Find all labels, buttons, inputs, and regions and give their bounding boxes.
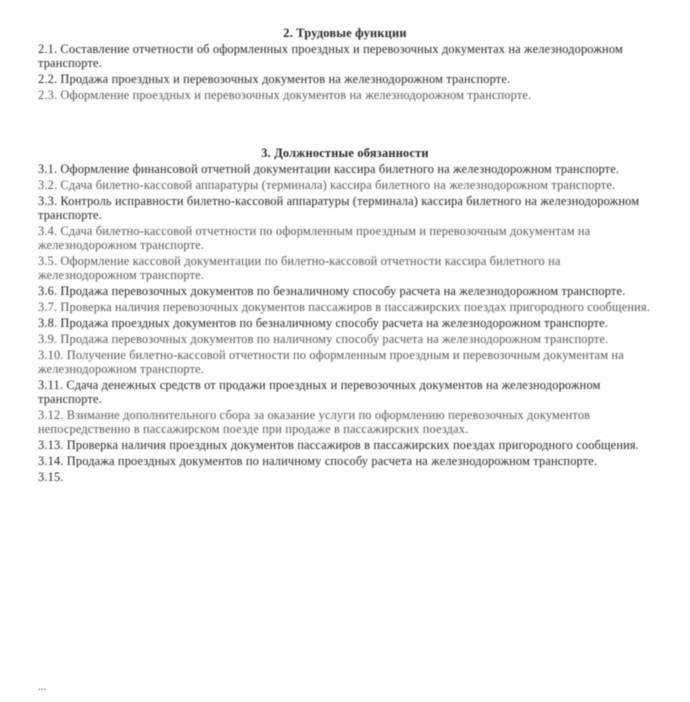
list-item: 3.9. Продажа перевозочных документов по наличному способу расчета на железнодорожном транспорте. (38, 332, 609, 346)
list-item: 3.1. Оформление финансовой отчетной документации кассира билетного на железнодорожном транспорте. (38, 162, 620, 176)
continuation-mark: ... (38, 681, 47, 693)
section-3-list (38, 162, 650, 486)
list-item: 3.6. Продажа перевозочных документов по безналичному способу расчета на железнодорожном транспорте. (38, 284, 626, 298)
list-item: 3.10. Получение билетно-кассовой отчетности по оформленным проездным и перевозочным документам на железнодорожном транспорте. (38, 348, 624, 376)
list-item: 3.2. Сдача билетно-кассовой аппаратуры (терминала) кассира билетного на железнодорожном транспорте. (38, 178, 616, 192)
section-2-list (38, 42, 650, 104)
list-item: 3.3. Контроль исправности билетно-кассовой аппаратуры (терминала) кассира билетного на железнодорожном транспорте. (38, 194, 640, 222)
list-item: 3.14. Продажа проездных документов по наличному способу расчета на железнодорожном транспорте. (38, 454, 598, 468)
list-item: 3.15. (38, 470, 64, 484)
list-item: 3.11. Сдача денежных средств от продажи проездных и перевозочных документов на железнодорожном транспорте. (38, 378, 601, 406)
list-item: 2.2. Продажа проездных и перевозочных документов на железнодорожном транспорте. (38, 72, 511, 86)
section-3-title: 3. Должностные обязанности (261, 146, 429, 160)
list-item: 3.4. Сдача билетно-кассовой отчетности по оформленным проездным и перевозочным документам на железнодорожном транспорте. (38, 224, 591, 252)
list-item: 3.5. Оформление кассовой документации по билетно-кассовой отчетности кассира билетного на железнодорожном транспорте. (38, 254, 561, 282)
list-item: 2.3. Оформление проездных и перевозочных документов на железнодорожном транспорте. (38, 88, 532, 102)
list-item: 3.7. Проверка наличия перевозочных документов пассажиров в пассажирских поездах пригородного сообщения. (38, 300, 651, 314)
list-item: 3.12. Взимание дополнительного сбора за оказание услуги по оформлению перевозочных документов непосредственно в пассажирском поезде при продаже в пассажирских поездах. (38, 408, 591, 436)
section-2-title: 2. Трудовые функции (283, 26, 407, 40)
list-item: 2.1. Составление отчетности об оформленных проездных и перевозочных документах на железнодорожном транспорте. (38, 42, 623, 70)
list-item: 3.13. Проверка наличия проездных документов пассажиров в пассажирских поездах пригородного сообщения. (38, 438, 639, 452)
list-item: 3.8. Продажа проездных документов по безналичному способу расчета на железнодорожном транспорте. (38, 316, 608, 330)
